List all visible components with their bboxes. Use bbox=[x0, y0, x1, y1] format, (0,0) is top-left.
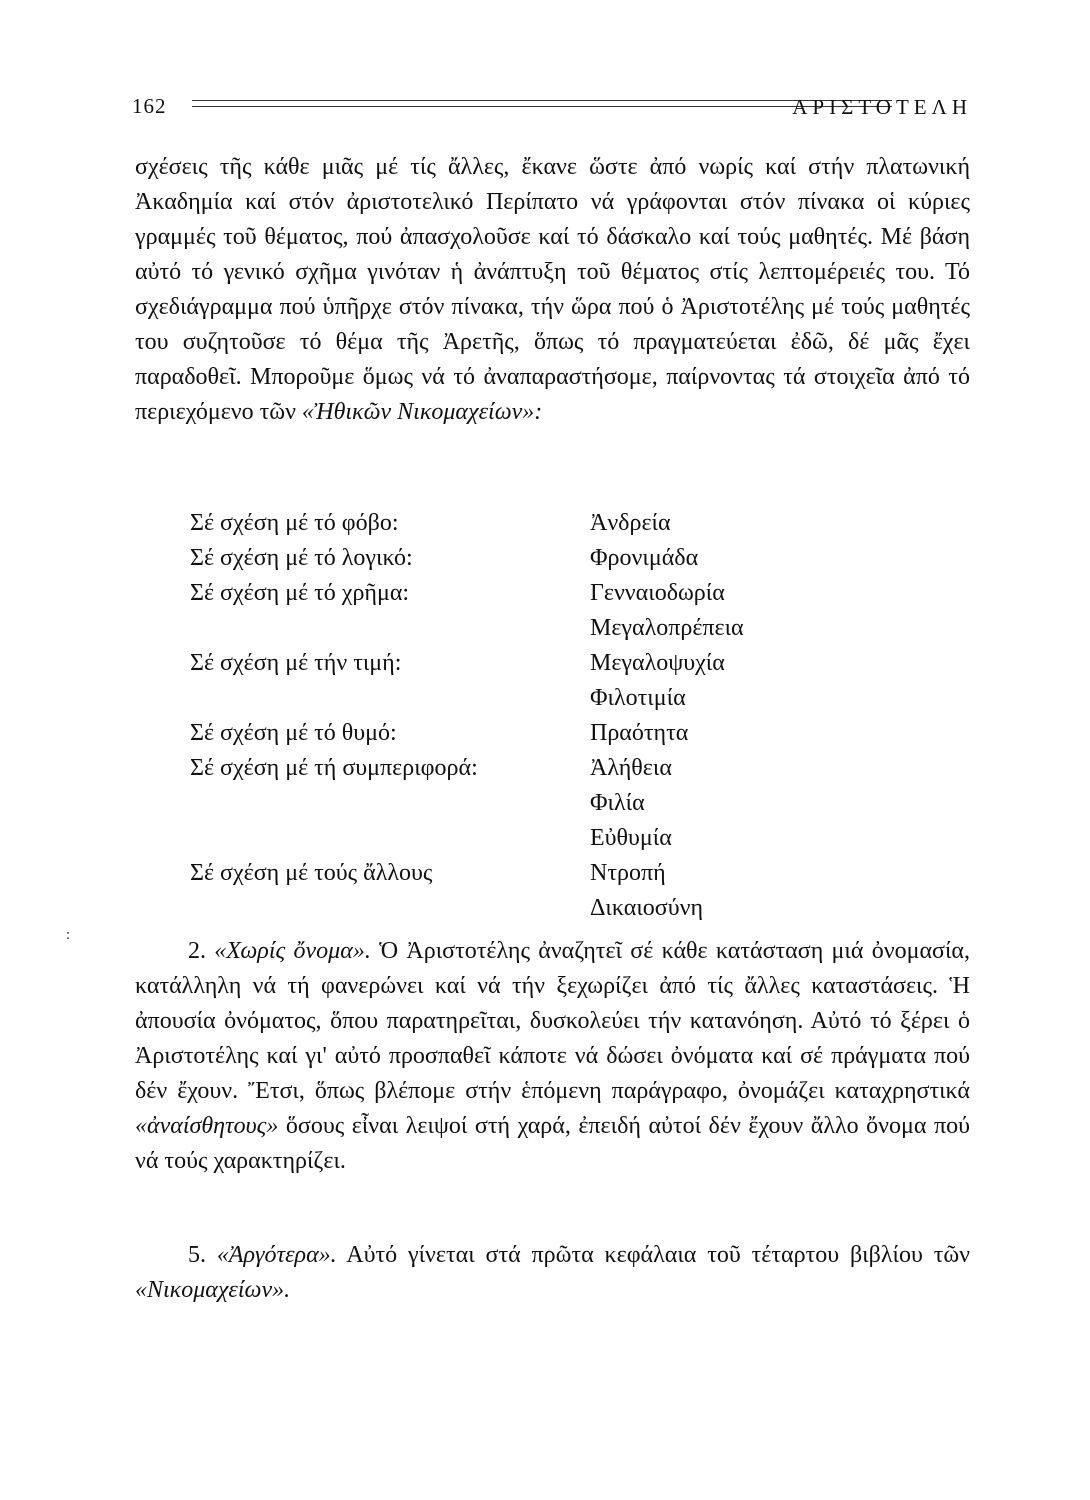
relation-label: Σέ σχέση μέ τή συμπεριφορά: bbox=[190, 755, 478, 781]
page-number: 162 bbox=[132, 94, 167, 118]
relation-virtue: Δικαιοσύνη bbox=[590, 895, 704, 921]
relation-label: Σέ σχέση μέ τήν τιμή: bbox=[190, 650, 402, 676]
relation-row bbox=[190, 751, 810, 786]
relation-row bbox=[190, 821, 810, 856]
note-2-term: «ἀναίσθητους» bbox=[135, 1113, 279, 1139]
relation-label: Σέ σχέση μέ τούς ἄλλους bbox=[190, 860, 433, 886]
relation-virtue: Φρονιμάδα bbox=[590, 545, 699, 571]
running-title: ΑΡΙΣΤΟΤΕΛΗ bbox=[792, 95, 972, 119]
relation-label bbox=[190, 681, 590, 716]
relation-row bbox=[190, 611, 810, 646]
note-2-number: 2. bbox=[188, 938, 206, 964]
relation-row bbox=[190, 891, 810, 926]
page-header bbox=[132, 92, 972, 128]
relation-label bbox=[190, 821, 590, 856]
paragraph-1-source: «Ἠθικῶν Νικομαχείων»: bbox=[301, 399, 543, 425]
relation-label: Σέ σχέση μέ τό θυμό: bbox=[190, 720, 397, 746]
note-2-text-b: ὅσους εἶναι λειψοί στή χαρά, ἐπειδή αὐτοί δέν ἔχουν ἄλλο ὄνομα πού νά τούς χαρακτηρίζει. bbox=[135, 1113, 970, 1174]
note-5 bbox=[135, 1238, 970, 1308]
relation-row bbox=[190, 856, 810, 891]
relation-virtue: Γενναιοδωρία bbox=[590, 580, 725, 606]
header-double-rule bbox=[192, 100, 892, 107]
relation-row bbox=[190, 716, 810, 751]
relation-virtue: Μεγαλοπρέπεια bbox=[590, 615, 744, 641]
relation-label: Σέ σχέση μέ τό χρῆμα: bbox=[190, 580, 410, 606]
relation-virtue: Πραότητα bbox=[590, 720, 689, 746]
relation-label: Σέ σχέση μέ τό λογικό: bbox=[190, 545, 413, 571]
relation-virtue: Μεγαλοψυχία bbox=[590, 650, 725, 676]
relation-row bbox=[190, 506, 810, 541]
margin-mark: : bbox=[66, 927, 71, 943]
relation-label bbox=[190, 786, 590, 821]
relation-virtue: Φιλοτιμία bbox=[590, 685, 686, 711]
paragraph-1-text: σχέσεις τῆς κάθε μιᾶς μέ τίς ἄλλες, ἔκανε ὥστε ἀπό νωρίς καί στήν πλατωνική Ἀκαδημία καί στόν ἀριστοτελικό Περίπατο νά γράφονται στόν πίνακα οἱ κύριες γραμμές τοῦ θέματος, πού ἀπασχολοῦσε καί τό δάσκαλο καί τούς μαθητές. Μέ βάση αὐτό τό γενικό σχῆμα γινόταν ἡ ἀνάπτυξη τοῦ θέματος στίς λεπτομέρειές του. Τό σχεδιάγραμμα πού ὑπῆρχε στόν πίνακα, τήν ὥρα πού ὁ Ἀριστοτέλης μέ τούς μαθητές του συζητοῦσε τό θέμα τῆς Ἀρετῆς, ὅπως τό πραγματεύεται ἐδῶ, δέ μᾶς ἔχει παραδοθεῖ. Μποροῦμε ὅμως νά τό ἀναπαραστήσομε, παίρνοντας τά στοιχεῖα ἀπό τό περιεχόμενο τῶν bbox=[135, 154, 970, 425]
note-5-source: «Νικομαχείων». bbox=[135, 1277, 291, 1303]
relation-virtue: Ἀλήθεια bbox=[590, 755, 672, 781]
virtue-relations-list bbox=[190, 506, 810, 926]
relation-row bbox=[190, 786, 810, 821]
relation-label bbox=[190, 891, 590, 926]
relation-row bbox=[190, 646, 810, 681]
relation-row bbox=[190, 576, 810, 611]
note-5-text: Αὐτό γίνεται στά πρῶτα κεφάλαια τοῦ τέταρτου βιβλίου τῶν bbox=[346, 1242, 970, 1268]
relation-label: Σέ σχέση μέ τό φόβο: bbox=[190, 510, 399, 536]
note-5-heading: «Ἀργότερα». bbox=[216, 1242, 337, 1268]
paragraph-1 bbox=[135, 150, 970, 430]
relation-virtue: Φιλία bbox=[590, 790, 645, 816]
note-5-number: 5. bbox=[188, 1242, 206, 1268]
relation-row bbox=[190, 681, 810, 716]
note-2-heading: «Χωρίς ὄνομα». bbox=[214, 938, 371, 964]
relation-row bbox=[190, 541, 810, 576]
relation-virtue: Εὐθυμία bbox=[590, 825, 672, 851]
relation-virtue: Ἀνδρεία bbox=[590, 510, 671, 536]
note-2 bbox=[135, 934, 970, 1179]
relation-label bbox=[190, 611, 590, 646]
relation-virtue: Ντροπή bbox=[590, 860, 666, 886]
note-2-text-a: Ὁ Ἀριστοτέλης ἀναζητεῖ σέ κάθε κατάσταση μιά ὀνομασία, κατάλληλη νά τή φανερώνει καί νά τήν ξεχωρίζει ἀπό τίς ἄλλες καταστάσεις. Ἡ ἀπουσία ὀνόματος, ὅπου παρατηρεῖται, δυσκολεύει τήν κατανόηση. Αὐτό τό ξέρει ὁ Ἀριστοτέλης καί γι' αὐτό προσπαθεῖ κάποτε νά δώσει ὀνόματα καί σέ πράγματα πού δέν ἔχουν. Ἔτσι, ὅπως βλέπομε στήν ἑπόμενη παράγραφο, ὀνομάζει καταχρηστικά bbox=[135, 938, 970, 1104]
